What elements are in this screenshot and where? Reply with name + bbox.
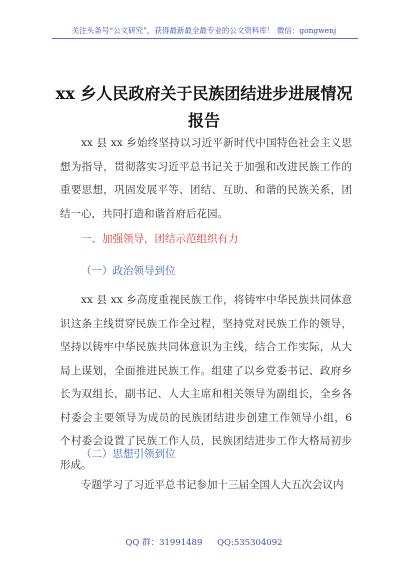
footer-qq-number: QQ:535304092 [217, 538, 283, 548]
document-title: xx 乡人民政府关于民族团结进步进展情况报告 [55, 84, 353, 130]
footer-qq-group: QQ 群：31991489 [125, 538, 203, 548]
header-banner: 关注头条号“公文研究”，获得最新最全最专业的公文资料库！ 微信：gongwenj [71, 26, 337, 35]
intro-paragraph: xx 县 xx 乡始终坚持以习近平新时代中国特色社会主义思想为指导，贯彻落实习近平总书记关于加强和改进民族工作的重要思想，巩固发展平等、团结、互助、和谐的民族关系，团结一心，共同打造和谐首府后花园。 [60, 137, 352, 220]
subsection-heading-1: （一）政治领导到位 [81, 265, 176, 277]
subsection-body-2: 专题学习了习近平总书记参加十三届全国人大五次会议内 [81, 479, 344, 491]
subsection-heading-2: （二）思想引领到位 [81, 448, 176, 460]
footer [0, 536, 408, 548]
section-heading-1: 一、加强领导，团结示范组织有力 [81, 233, 239, 245]
subsection-body-1: xx 县 xx 乡高度重视民族工作，将铸牢中华民族共同体意识这条主线贯穿民族工作全过程，坚持党对民族工作的领导，坚持以铸牢中华民族共同体意识为主线，结合工作实际，从大局上谋划，全面推进民族工作。组建了以乡党委书记、政府乡长为双组长，副书记、人大主席和相关领导为副组长，全乡各村委会主要领导为成员的民族团结进步创建工作领导小组，6 个村委会设置了民族工作人员，民族团结进步工作大格局初步形成。 [60, 294, 352, 471]
header-divider [52, 38, 358, 39]
